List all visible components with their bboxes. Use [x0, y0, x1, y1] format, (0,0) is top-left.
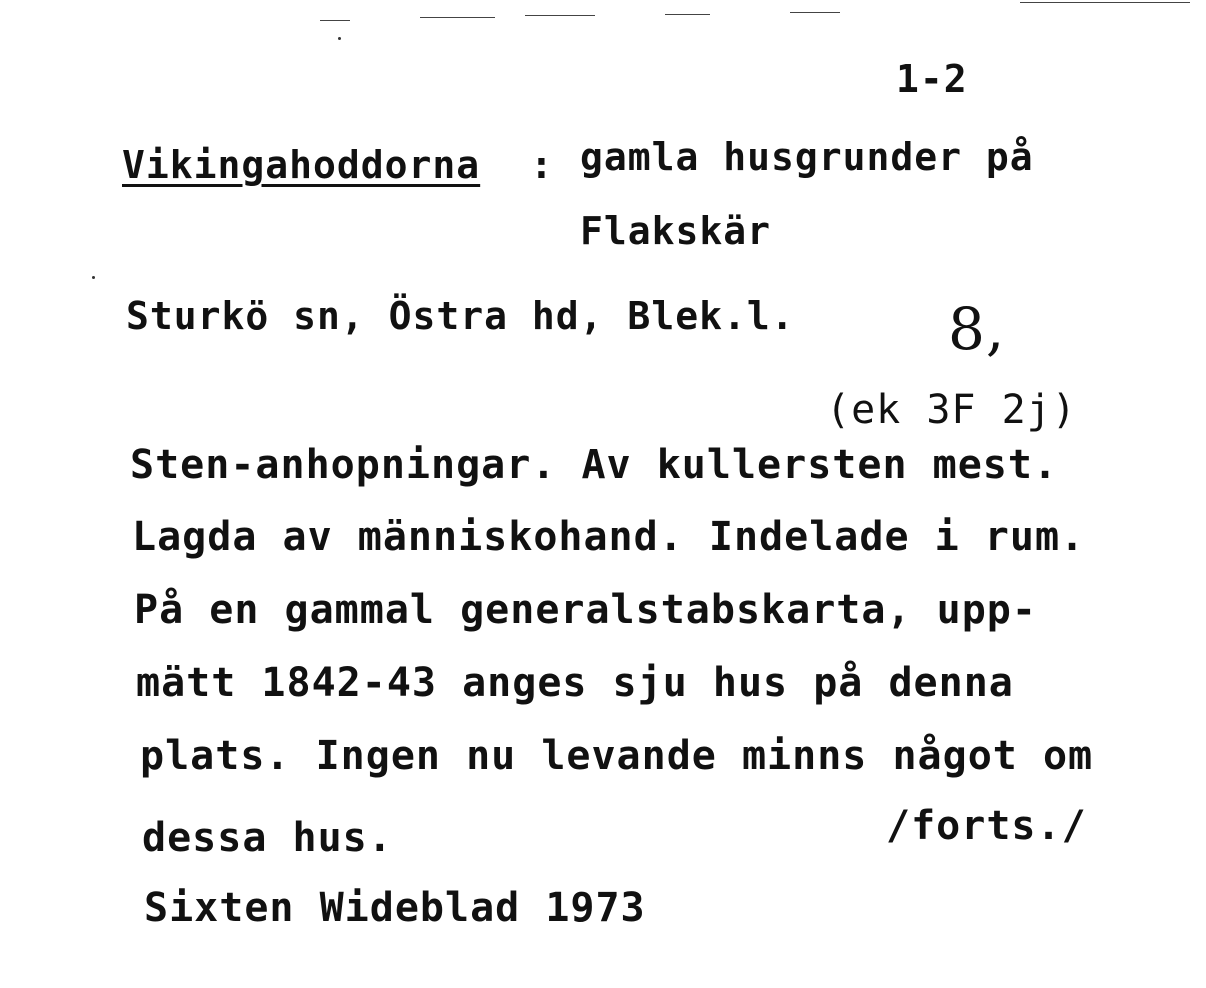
handwritten-mark: 8, [948, 295, 1006, 363]
heading-colon: : [530, 143, 554, 187]
body-line: Sten-anhopningar. Av kullersten mest. [130, 442, 1059, 488]
card-subtitle-line1: gamla husgrunder på [580, 135, 1034, 179]
body-line: mätt 1842-43 anges sju hus på denna [136, 660, 1014, 706]
continued-note: /forts./ [886, 803, 1087, 849]
body-line: Lagda av människohand. Indelade i rum. [132, 514, 1086, 560]
location-line: Sturkö sn, Östra hd, Blek.l. [126, 294, 795, 338]
body-line: plats. Ingen nu levande minns något om [140, 733, 1094, 779]
body-line: På en gammal generalstabskarta, upp- [134, 587, 1037, 633]
card-number: 1-2 [896, 57, 968, 101]
scan-mark [420, 17, 495, 18]
card-subtitle-line2: Flakskär [580, 209, 772, 253]
scan-mark [1020, 2, 1190, 3]
scan-mark [790, 12, 840, 13]
scan-mark [525, 15, 595, 16]
scan-mark [665, 14, 710, 15]
body-line: dessa hus. [142, 815, 393, 861]
author-signature: Sixten Wideblad 1973 [144, 885, 646, 931]
card-heading: Vikingahoddorna [122, 143, 481, 187]
map-reference: (ek 3F 2j) [826, 387, 1077, 433]
scan-dot [338, 37, 341, 40]
scan-dot [92, 276, 95, 279]
scan-mark [320, 20, 350, 21]
